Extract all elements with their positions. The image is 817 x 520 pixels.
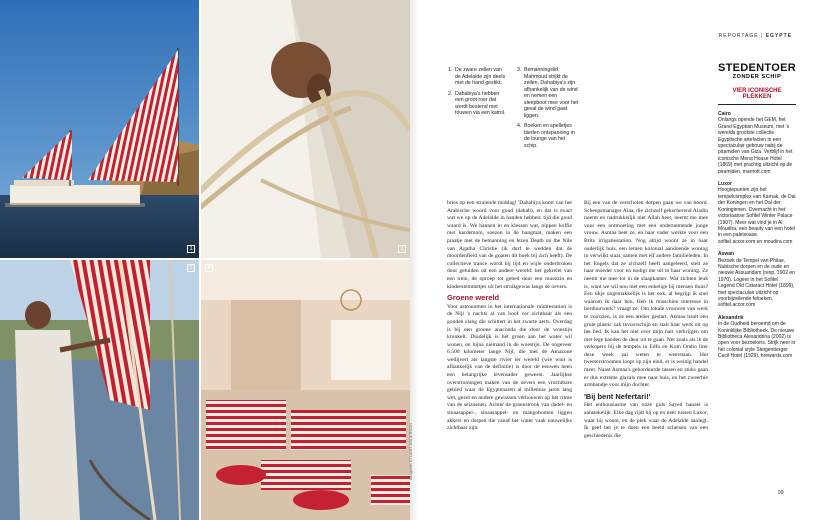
article-paragraph: Voor astronomen in het internationale ruimtestation is de Nijl 's nachts al van hoof ver zichtbaar als een gouden slang die schittert in het zwarte aerts. Overdag is bij een groene anaconda die door de woestijn kronkelt. Duidelijk is het groen aan het water wil wonen, en bijna niemand in de woestijn. De ongeveer 6.500 kilometer lange Nijl, die met de Amazone wedijvert als langste rivier ter wereld (wie wint is afhankelijk van de definitie) is door de eeuwen heen een belangrijke levensader geweest. Jaarlijkse overstromingen maken van de oevers een vruchtbare gebied waar de Egyptenaren al millennia jaren lang wet, gezet en andere gewassen verbouwen op het ritme van de seizoenen. Achter de groenstrook van dadel- en sinaasappel-, sinaasappel- en mangobomen liggen akkers en dorpen die vanaf het water vaak nauwelijks zichtbaar zijn. xyxy=(447,303,572,432)
photo-lounge xyxy=(201,260,410,520)
sidebar-subtitle: ZONDER SCHIP xyxy=(732,74,782,80)
caption-number: 1. xyxy=(448,67,453,73)
sidebar-text-aswan: Bezoek de Tempel van Philae, Nubische dorpen en de oude en nieuwe Assuandam (resp. 1902 en 1970). Logeer in het Sofitel Legend Old Cataract Hotel (1899), met spectaculair uitzicht op voorbijzeilende feloeken. sofitel.accor.com xyxy=(718,257,795,309)
sidebar-place-aswan: Aswan xyxy=(718,251,735,258)
photo-number-3: 3 xyxy=(187,264,195,272)
caption-text: De zware zeilen van de Adelalde zijn deels met de hand gestikt. xyxy=(455,67,506,86)
sidebar-text-alexandrie: In de Oudheid beroemd om de Koninklijke Bibliotheek. De nieuwe Bibliotheca Alexandrina (2002) is open voor bezoekers. Strijk neer in het colonial style Steigenberger Cecil Hotel (1929). hrewards.com xyxy=(718,321,796,360)
article-paragraph: Het enthousiasme van onze gids Sayed hanaei is aanstekelijk. Elke dag rijdt hij op en neer tussen Luxor, waar hij woont, en de plek waar de Adelalde aanlegt. Ik geef het je te doen een beeld schetsen van een geschiedenis die xyxy=(584,402,708,439)
photo-crew-sail xyxy=(0,260,199,520)
caption-text: Bemanningslid Mahmoud strijkt de zeilen. Dahabiya's zijn afhankelijk van de wind en nemen een sleepboot mee voor het geval de wind gaat liggen. xyxy=(524,67,579,119)
photo-number-2: 2 xyxy=(398,245,406,253)
article-paragraph: bries op een stralende middag! 'Dahabiya komt van het Arabische woord voor goud (dahab), en dat is exact wat we op de Adelalde in handen hebben: tijd die goud waard is. We hannen in en klessen wat, nippen koffie met kardemom, soezen in de hangmat, maken een praatje met de bemanning en lezen Death on the Nile van Agatha Christie (ik durf te wedden dat de moordenfield van de goaten dit boek bij zich heeft). De collectieve trance wordt bij tijd en wijle onderbroken door geluiden uit een andere wereld: het gekreiet van een trein, de oproep tot gebed door een muezzin en kinderstemmetjes uit het struikgewas langs de oevers. xyxy=(447,200,572,290)
article-column-2 xyxy=(584,200,708,500)
sidebar-place-alexandrie: Alexandrië xyxy=(718,314,744,321)
photo-credit: fotografie STUART ANDERSON xyxy=(408,422,413,480)
photo-number-4: 4 xyxy=(205,264,213,272)
captions-right xyxy=(517,67,579,153)
photo-sailboat xyxy=(0,0,199,258)
article-column-1 xyxy=(447,200,572,518)
sidebar-text-luxor: Hoogtepunten zijn het tempelcomplex van Karnak, de Dal der Koningen en het Dal der Koninginnen. Overnacht in het victoriaanse Sofitel Winter Palace (1907). Meer wat vind je in Al Moudira, een beauty van een hotel in een paleisoase. sofitel.accor.com en moudira.com xyxy=(718,187,796,245)
header-section: REPORTAGE xyxy=(718,33,759,39)
photo-rope-hands xyxy=(201,0,410,258)
subheading-nefertari: 'Bij bent Nefertari!' xyxy=(584,391,651,401)
caption-item xyxy=(448,91,508,117)
sidebar-place-luxor: Luxor xyxy=(718,181,732,188)
sidebar-entries xyxy=(718,111,796,360)
caption-text: Boeken en spelletjes bieden ontspanning in de lounge van het schip. xyxy=(524,123,575,149)
sidebar-text-cairo: Onlangs opende het GEM, het Grand Egyptian Museum, met 's werelds grootste collectie Egyptische artefacten in een spectaculair gebouw nabij de piramiden van Giza. Verblijf in het iconische Mena House Hotel (1869) met prachtig uitzicht op de piramiden. marriott.com xyxy=(718,117,793,175)
sidebar-place-cairo: Cairo xyxy=(718,111,731,117)
subheading-groene-wereld: Groene wereld xyxy=(447,293,500,303)
section-header xyxy=(712,33,792,39)
caption-item xyxy=(517,123,579,149)
caption-text: Dahabiya's hebben een groot roer dat wordt bestend met touwen via een katrol. xyxy=(455,90,506,116)
sidebar-title: STEDENTOER xyxy=(718,62,796,74)
header-country: EGYPTE xyxy=(765,33,792,39)
header-separator: | xyxy=(761,33,764,39)
sidebar-heading: VIER ICONISCHE PLEKKEN xyxy=(732,88,782,100)
page-number: 99 xyxy=(778,490,784,496)
article-paragraph: Bij een van de verscholen dorpen gaan we van boord. Scheepsmanager Alaa, die zichzelf gekscherend Aladin noemt en nadrukkelijk niet Allah heet, neemt me mee voor een ontmoeting met een ondernemende jonge vrouw. Asmaa heet ze, en haar vader werkte voor een Brits irrigatiestation. Nog altijd woont ze in haar ouderlijk huis, een lemen kolonial aandoende woning in verwilkt staat, samen met elf andere familieleden. In het Engels dat ze zichzelf heeft aangeleerd, stelt ze haar moeder voor en nodigt me uit in haar woning. Ze neemt me mee tot in de slaapkamer. Wat zichten leuk is, want we wil nou met een enkelige bij mensen thuis? Een tikje ongemakkelijk is het ook, al begrijp ik snel waarom ik daar ben. Heb ik misschien interesse in borduurwerk? vraagt ze. Om lokale vrouwen van werk te voorzien, is ze een atelier gestart. Asmaa haalt een grote plastic zak tevoorschijn en stalt haar werk uit op het bed. Ik kan het niet over mijn hart verkrijgen om met lege handen de deur uit te gaan. Net zoals als ik de verkopers bij de tempels in Edfu en Kom Ombo liter deze week zal weten te weerstaan. Het tweeterstroomen loopt op zijn eind, er is weinig handel meer. Naast Asmaa's geborduurde tassen en stuks gaan er dus extreme glazals mee naar huis, en het zweerbie armbandje voor mijn dochter. xyxy=(584,200,708,389)
caption-item xyxy=(517,67,579,119)
sidebar-box xyxy=(718,62,796,507)
photo-number-1: 1 xyxy=(187,245,195,253)
caption-number: 2. xyxy=(448,90,453,97)
caption-item xyxy=(448,67,508,87)
caption-number: 3. xyxy=(517,67,522,73)
captions-left xyxy=(448,67,508,121)
caption-number: 4. xyxy=(517,123,522,129)
